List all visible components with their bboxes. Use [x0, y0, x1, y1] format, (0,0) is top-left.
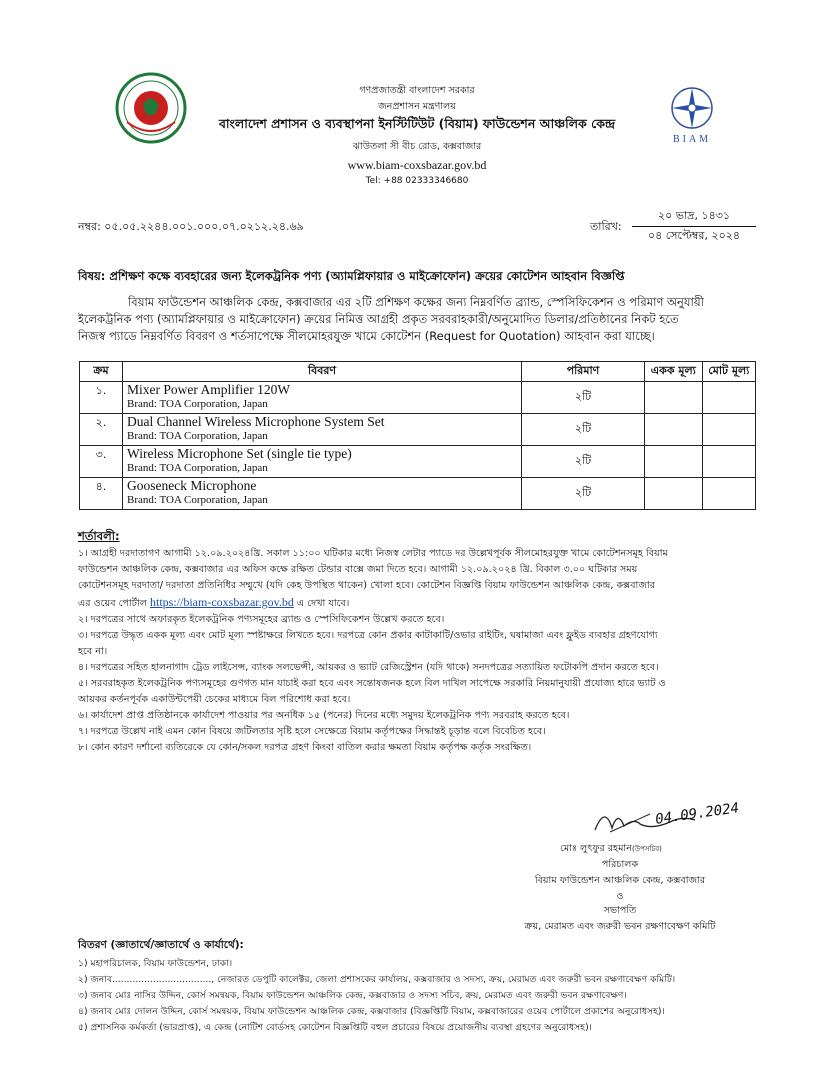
- body-line-3: নিজস্ব প্যাডে নিম্নবর্ণিত বিবরণ ও শর্তসাপেক্ষে সীলমোহরযুক্ত খামে কোটেশন (Request for Quotation) আহবান করা যাচ্ছে।: [78, 329, 655, 343]
- item-name: Gooseneck Microphone: [127, 478, 257, 493]
- body-line-1: বিয়াম ফাউন্ডেশন আঞ্চলিক কেন্দ্র, কক্সবাজার এর ২টি প্রশিক্ষণ কক্ষের জন্য নিম্নবর্ণিত ব্র্যান্ড, স্পেসিফিকেশন ও পরিমাণ অনুযায়ী: [128, 295, 704, 309]
- body-paragraph: [78, 294, 756, 345]
- gov-name: গণপ্রজাতন্ত্রী বাংলাদেশ সরকার: [359, 85, 475, 96]
- term-1b: ফাউন্ডেশন আঞ্চলিক কেন্দ্র, কক্সবাজার এর অফিস কক্ষে রক্ষিত টেন্ডার বাক্সে জমা দিতে হবে। আগামী ১২.০৯.২০২৪ খ্রি. বিকাল ৩.০০ ঘটিকার সময়: [78, 564, 638, 575]
- signatory-rank: (উপসচিব): [631, 845, 662, 853]
- term-5b: আয়কর কর্তনপূর্বক একাউন্টপেয়ী চেকের মাধ্যমে বিল পরিশোধ করা হবে।: [78, 694, 351, 705]
- biam-logo-text: BIAM: [672, 134, 712, 145]
- memo-number: নম্বর: ০৫.০৫.২২৪৪.০০১.০০০.০৭.০২১২.২৪.৬৯: [78, 220, 304, 233]
- row-total-price: [702, 478, 755, 510]
- term-7: ৭। দরপত্রে উল্লেখ নাই এমন কোন বিষয়ে জটিলতার সৃষ্টি হলে সেক্ষেত্রে বিয়াম কর্তৃপক্ষের সিদ্ধান্তই চূড়ান্ত বলে বিবেচিত হবে।: [78, 726, 546, 737]
- item-brand: Brand: TOA Corporation, Japan: [127, 430, 268, 442]
- body-line-2: ইলেকট্রনিক পণ্য (অ্যামপ্লিফায়ার ও মাইক্রোফোন) ক্রয়ের নিমিত্ত আগ্রহী প্রকৃত সরবরাহকারী/অনুমোদিত ডিলার/প্রতিষ্ঠানের নিকট হতে: [78, 312, 679, 326]
- distribution-item: ২) জনাব.................................., নেজারত ডেপুটি কালেক্টর, জেলা প্রশাসকের কার্যালয়, কক্সবাজার ও সদস্য, ক্রয়, মেরামত এবং জরুরী ভবন রক্ষণাবেক্ষণ কমিটি।: [78, 974, 676, 985]
- row-total-price: [702, 414, 755, 446]
- row-unit-price: [645, 414, 703, 446]
- col-quantity: পরিমাণ: [522, 362, 645, 382]
- row-quantity: ২টি: [522, 382, 645, 414]
- term-2: ২। দরপত্রের সাথে অফারকৃত ইলেকট্রনিক পণ্যসমূহের ব্র্যান্ড ও স্পেসিফিকেশন উল্লেখ করতে হবে।: [78, 614, 445, 625]
- row-serial: ১.: [80, 382, 123, 414]
- row-description: [123, 382, 522, 414]
- term-5a: ৫। সরবরাহকৃত ইলেকট্রনিক পণ্যসমূহের গুণগত মান যাচাই করা হবে এবং সন্তোষজনক হলে বিল দাখিল সাপেক্ষে সরকারি নিয়মানুযায়ী প্রযোজ্য হারে ভ্যাট ও: [78, 678, 666, 689]
- date-label: তারিখ:: [590, 220, 622, 233]
- item-name: Mixer Power Amplifier 120W: [127, 382, 291, 397]
- institute-name: বাংলাদেশ প্রশাসন ও ব্যবস্থাপনা ইনস্টিটিউট (বিয়াম) ফাউন্ডেশন আঞ্চলিক কেন্দ্র: [218, 116, 616, 131]
- term-8: ৮। কোন কারণ দর্শানো ব্যতিরেকে যে কোন/সকল দরপত্র গ্রহণ কিংবা বাতিল করার ক্ষমতা বিয়াম কর্তৃপক্ষ কর্তৃক সংরক্ষিত।: [78, 742, 532, 753]
- terms-list: [78, 546, 758, 756]
- distribution-item: ৩) জনাব মোঃ নাসির উদ্দিন, কোর্স সমন্বয়ক, বিয়াম ফাউন্ডেশন আঞ্চলিক কেন্দ্র, কক্সবাজার ও সদস্য সচিব, ক্রয়, মেরামত এবং জরুরী ভবন রক্ষণাবেক্ষণ।: [78, 990, 627, 1001]
- date-bangla: ২০ ভাদ্র, ১৪৩১: [632, 207, 756, 227]
- row-unit-price: [645, 382, 703, 414]
- address: ঝাউতলা সী বীচ রোড, কক্সবাজার: [352, 141, 482, 152]
- signatory-and: ও: [616, 891, 624, 902]
- row-description: [123, 446, 522, 478]
- subject: বিষয়: প্রশিক্ষণ কক্ষে ব্যবহারের জন্য ইলেকট্রনিক পণ্য (অ্যামপ্লিফায়ার ও মাইক্রোফোন) ক্রয়ের কোটেশন আহবান বিজ্ঞপ্তি: [78, 269, 625, 283]
- website: www.biam-coxsbazar.gov.bd: [347, 158, 487, 172]
- row-unit-price: [645, 446, 703, 478]
- term-1d: [78, 594, 758, 612]
- signatory-title-4: ক্রয়, মেরামত এবং জরুরী ভবন রক্ষণাবেক্ষণ কমিটি: [524, 921, 716, 932]
- row-total-price: [702, 382, 755, 414]
- item-brand: Brand: TOA Corporation, Japan: [127, 462, 268, 474]
- row-description: [123, 414, 522, 446]
- row-total-price: [702, 446, 755, 478]
- col-unit-price: একক মূল্য: [645, 362, 703, 382]
- signatory-name-text: মোঃ লুৎফুর রহমান: [560, 843, 632, 854]
- row-serial: ৩.: [80, 446, 123, 478]
- table-row: [80, 414, 756, 446]
- term-1d-post: এ দেখা যাবে।: [296, 598, 350, 609]
- row-quantity: ২টি: [522, 446, 645, 478]
- col-serial: ক্রম: [80, 362, 123, 382]
- term-1a: ১। আগ্রহী দরদাতাগণ আগামী ১২.০৯.২০২৪খ্রি. সকাল ১১:০০ ঘটিকার মধ্যে নিজস্ব লেটার প্যাডে দর উল্লেখপূর্বক সীলমোহরযুক্ত খামে কোটেশনসমূহ বিয়াম: [78, 548, 668, 559]
- signatory-name: [560, 842, 662, 857]
- item-brand: Brand: TOA Corporation, Japan: [127, 398, 268, 410]
- row-quantity: ২টি: [522, 414, 645, 446]
- item-name: Dual Channel Wireless Microphone System Set: [127, 414, 385, 429]
- web-portal-link[interactable]: https://biam-coxsbazar.gov.bd: [150, 595, 294, 609]
- distribution-title: বিতরণ (জ্ঞাতার্থে/জ্ঞাতার্থে ও কার্যার্থে):: [78, 939, 244, 951]
- terms-title: শর্তাবলী:: [78, 529, 120, 543]
- term-3a: ৩। দরপত্রে উদ্ধৃত একক মূল্য এবং মোট মূল্য স্পষ্টাক্ষরে লিখতে হবে। দরপত্রে কোন প্রকার কাটাকাটি/ওভার রাইটিং, ঘষামাজা এবং ফ্লুইড ব্যবহার গ্রহণযোগ্য: [78, 630, 658, 641]
- distribution-list: [78, 956, 758, 1036]
- distribution-item: ৪) জনাব মোঃ দোলন উদ্দিন, কোর্স সমন্বয়ক, বিয়াম ফাউন্ডেশন আঞ্চলিক কেন্দ্র, কক্সবাজার (বিজ্ঞপ্তিটি বিয়াম, কক্সবাজারের ওয়েব পোর্টালে প্রকাশের অনুরোধসহ)।: [78, 1006, 665, 1017]
- row-description: [123, 478, 522, 510]
- col-total-price: মোট মূল্য: [702, 362, 755, 382]
- col-description: বিবরণ: [123, 362, 522, 382]
- handwritten-date: 04.09.2024: [654, 800, 741, 828]
- table-row: [80, 382, 756, 414]
- distribution-item: ১) মহাপরিচালক, বিয়াম ফাউন্ডেশন, ঢাকা।: [78, 958, 233, 969]
- item-name: Wireless Microphone Set (single tie type): [127, 446, 352, 461]
- term-3b: হবে না।: [78, 646, 108, 657]
- date-english: ০৪ সেপ্টেম্বর, ২০২৪: [647, 229, 741, 242]
- term-1d-pre: এর ওয়েব পোর্টাল: [78, 598, 147, 609]
- signatory-title-3: সভাপতি: [603, 905, 637, 916]
- row-serial: ২.: [80, 414, 123, 446]
- signatory-title-1: পরিচালক: [601, 859, 639, 870]
- quotation-table: [79, 361, 756, 510]
- term-4: ৪। দরপত্রের সহিত হালনাগাদ ট্রেড লাইসেন্স, ব্যাংক সলভেন্সী, আয়কর ও ভ্যাট রেজিস্ট্রেশন (যদি থাকে) সনদপত্রের সত্যায়িত ফটোকপি প্রদান করতে হবে।: [78, 662, 659, 673]
- table-header-row: [80, 362, 756, 382]
- row-unit-price: [645, 478, 703, 510]
- distribution-item: ৫) প্রশাসনিক কর্মকর্তা (ভারপ্রাপ্ত), এ কেন্দ্র (নোটিশ বোর্ডসহ কোটেশন বিজ্ঞপ্তিটি বহুল প্রচারের বিষয়ে প্রয়োজনীয় ব্যবস্থা গ্রহণের অনুরোধসহ)।: [78, 1022, 592, 1033]
- telephone: Tel: +88 02333346680: [365, 176, 469, 186]
- term-1c: কোটেশনসমূহ দরদাতা/ দরদাতা প্রতিনিধির সম্মুখে (যদি কেহ উপস্থিত থাকেন) খোলা হবে। কোটেশন বিজ্ঞপ্তি বিয়াম ফাউন্ডেশন আঞ্চলিক কেন্দ্র, কক্সবাজার: [78, 580, 655, 591]
- row-serial: ৪.: [80, 478, 123, 510]
- ministry-name: জনপ্রশাসন মন্ত্রণালয়: [378, 101, 456, 112]
- table-row: [80, 446, 756, 478]
- item-brand: Brand: TOA Corporation, Japan: [127, 494, 268, 506]
- term-6: ৬। কার্যাদেশ প্রাপ্ত প্রতিষ্ঠানকে কার্যাদেশ পাওয়ার পর অনধিক ১৫ (পনের) দিনের মধ্যে সমুদয় ইলেকট্রনিক পণ্য সরবরাহ করতে হবে।: [78, 710, 570, 721]
- table-row: [80, 478, 756, 510]
- signatory-title-2: বিয়াম ফাউন্ডেশন আঞ্চলিক কেন্দ্র, কক্সবাজার: [534, 875, 706, 886]
- row-quantity: ২টি: [522, 478, 645, 510]
